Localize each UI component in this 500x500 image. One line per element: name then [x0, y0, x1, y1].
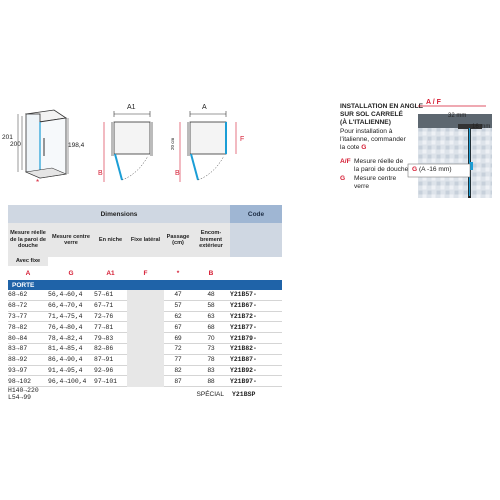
cell-passage: 69: [164, 333, 192, 344]
cell-a: 68→62: [8, 290, 48, 300]
cell-g: 96,4→100,4: [48, 376, 94, 387]
cell-passage: 87: [164, 376, 192, 387]
cell-b: 83: [192, 365, 230, 376]
cell-b: 58: [192, 300, 230, 311]
special-code: Y21BSP: [232, 390, 256, 398]
cell-passage: 67: [164, 322, 192, 333]
top-view-niche-diagram: [98, 104, 168, 190]
legend-af-text: Mesure réelle de la paroi de douche: [354, 158, 409, 173]
mm16-label: 16 mm: [472, 124, 491, 130]
table-row: [8, 311, 282, 322]
cell-fixe: [127, 300, 164, 311]
hdr-filler-6: [230, 257, 282, 266]
cell-b: 88: [192, 376, 230, 387]
cell-g: 76,4→80,4: [48, 322, 94, 333]
letter-blank: [230, 266, 282, 280]
spec-table: [8, 205, 282, 401]
avec-fixe-label: Avec fixe: [8, 257, 48, 266]
col-header-f: Fixe latéral: [127, 223, 164, 257]
cell-passage: 62: [164, 311, 192, 322]
cell-fixe: [127, 311, 164, 322]
section-porte-label: PORTE: [8, 280, 282, 290]
table-row: [8, 365, 282, 376]
special-h: H140→220: [8, 387, 39, 395]
cell-a: 80→84: [8, 333, 48, 344]
installation-desc-letter: G: [361, 144, 367, 151]
cell-a: 88→92: [8, 354, 48, 365]
g-box-letter: G: [412, 166, 418, 173]
cell-fixe: [127, 365, 164, 376]
special-dims: [8, 387, 94, 402]
cell-b: 70: [192, 333, 230, 344]
cell-code: Y21B79-: [230, 333, 282, 344]
hdr-filler-2: [94, 257, 127, 266]
table-row: [8, 290, 282, 300]
height-200-label: 200: [10, 141, 21, 148]
cell-passage: 77: [164, 354, 192, 365]
cell-code: Y21B87-: [230, 354, 282, 365]
dim-a1-label: A1: [127, 104, 136, 111]
special-l: L54→99: [8, 394, 32, 402]
cell-b: 73: [192, 343, 230, 354]
cell-b: 48: [192, 290, 230, 300]
col-header-g: Mesure centre verre: [48, 223, 94, 257]
dim-20cm-label: 20 cm: [170, 137, 175, 150]
hdr-filler-5: [192, 257, 230, 266]
table-body: [8, 290, 282, 387]
cell-a1: 77→81: [94, 322, 127, 333]
table-row: [8, 343, 282, 354]
col-header-a: Mesure réelle de la paroi de douche: [8, 223, 48, 257]
cell-g: 91,4→95,4: [48, 365, 94, 376]
cell-a1: 67→71: [94, 300, 127, 311]
hdr-filler-4: [164, 257, 192, 266]
table-row: [8, 376, 282, 387]
legend-g-letter: G: [340, 175, 346, 182]
cell-a: 68→72: [8, 300, 48, 311]
dimensions-header: Dimensions: [8, 205, 230, 223]
g-box: [412, 166, 452, 173]
section-porte: [8, 280, 282, 290]
cell-fixe: [127, 376, 164, 387]
dim-b-label-3: B: [175, 170, 180, 177]
dim-a-label: A: [202, 104, 207, 111]
top-view-fixe-diagram: [176, 104, 246, 190]
col-header-passage: Passage (cm): [164, 223, 192, 257]
af-label: A / F: [426, 99, 441, 106]
cell-a1: 87→91: [94, 354, 127, 365]
cell-fixe: [127, 322, 164, 333]
cell-fixe: [127, 354, 164, 365]
table-row: [8, 333, 282, 344]
cell-b: 63: [192, 311, 230, 322]
cell-passage: 72: [164, 343, 192, 354]
cell-a1: 79→83: [94, 333, 127, 344]
col-header-a1: En niche: [94, 223, 127, 257]
installation-desc-text: Pour installation à l'italienne, commander la cote: [340, 128, 406, 151]
hdr-filler-3: [127, 257, 164, 266]
cell-a1: 97→101: [94, 376, 127, 387]
cell-a: 93→97: [8, 365, 48, 376]
table-row: [8, 300, 282, 311]
cell-a: 73→77: [8, 311, 48, 322]
cell-passage: 82: [164, 365, 192, 376]
cell-g: 71,4→75,4: [48, 311, 94, 322]
cell-code: Y21B77-: [230, 322, 282, 333]
special-label: SPÉCIAL: [196, 390, 224, 398]
cell-a: 78→82: [8, 322, 48, 333]
cell-a1: 82→86: [94, 343, 127, 354]
dim-b-label-2: B: [98, 170, 103, 177]
cell-code: Y21B57-: [230, 290, 282, 300]
cell-code: Y21B67-: [230, 300, 282, 311]
cell-passage: 47: [164, 290, 192, 300]
cell-fixe: [127, 290, 164, 300]
cell-a1: 57→61: [94, 290, 127, 300]
cell-a: 98→102: [8, 376, 48, 387]
cell-g: 56,4→60,4: [48, 290, 94, 300]
mm32-label: 32 mm: [448, 113, 467, 119]
dim-f-label: F: [240, 136, 245, 143]
letter-row: [8, 266, 282, 280]
cell-g: 78,4→82,4: [48, 333, 94, 344]
hdr-filler-1: [48, 257, 94, 266]
special-row: [8, 387, 282, 402]
cell-g: 81,4→85,4: [48, 343, 94, 354]
letter-a1: A1: [94, 266, 127, 280]
code-header: Code: [230, 205, 282, 223]
cell-code: Y21B97-: [230, 376, 282, 387]
height-198-label: 198,4: [68, 142, 85, 149]
table-row: [8, 322, 282, 333]
g-box-text: (A -16 mm): [418, 166, 452, 173]
cell-fixe: [127, 333, 164, 344]
letter-g: G: [48, 266, 94, 280]
table-row: [8, 354, 282, 365]
cell-g: 66,4→70,4: [48, 300, 94, 311]
col-header-code-blank: [230, 223, 282, 257]
cell-code: Y21B72-: [230, 311, 282, 322]
col-header-b: Encom- brement extérieur: [192, 223, 230, 257]
letter-star: *: [164, 266, 192, 280]
cell-fixe: [127, 343, 164, 354]
installation-title: INSTALLATION EN ANGLE SUR SOL CARRELÉ (À L'ITALIENNE): [340, 103, 424, 126]
cell-a1: 72→76: [94, 311, 127, 322]
cell-passage: 57: [164, 300, 192, 311]
cell-b: 78: [192, 354, 230, 365]
legend-g-text: Mesure centre verre: [354, 175, 397, 190]
height-201-label: 201: [2, 134, 13, 141]
cell-a: 83→87: [8, 343, 48, 354]
letter-f: F: [127, 266, 164, 280]
shower-3d-diagram: [4, 108, 76, 192]
cell-b: 68: [192, 322, 230, 333]
star-marker: *: [36, 178, 40, 187]
cell-code: Y21B82-: [230, 343, 282, 354]
cell-g: 86,4→90,4: [48, 354, 94, 365]
letter-a: A: [8, 266, 48, 280]
cell-code: Y21B92-: [230, 365, 282, 376]
cell-a1: 92→96: [94, 365, 127, 376]
letter-b: B: [192, 266, 230, 280]
legend-af-letter: A/F: [340, 158, 351, 165]
